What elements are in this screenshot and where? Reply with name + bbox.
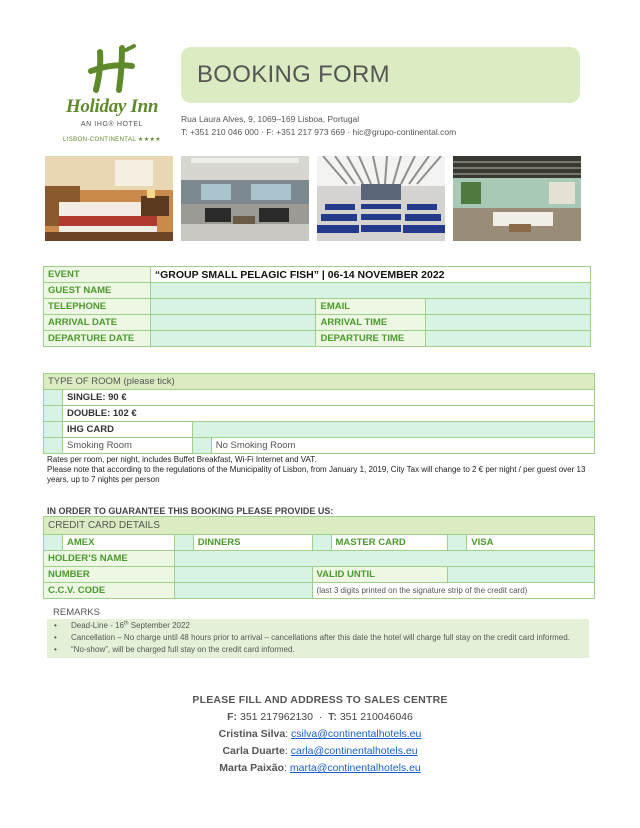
dinners-checkbox[interactable] xyxy=(174,535,193,551)
sales-centre-footer xyxy=(0,694,640,774)
amex-label: AMEX xyxy=(62,535,174,551)
hotel-photos xyxy=(45,156,581,241)
hotel-logo xyxy=(56,44,168,148)
photo-bedroom xyxy=(45,156,173,241)
visa-label: VISA xyxy=(467,535,595,551)
telephone-label: TELEPHONE xyxy=(44,299,151,315)
ccv-row xyxy=(44,583,595,599)
contact-carla: Carla Duarte: carla@continentalhotels.eu xyxy=(222,745,418,757)
ihg-card-field[interactable] xyxy=(192,422,594,438)
logo-name: Holiday Inn xyxy=(65,96,159,117)
email-link-cristina[interactable]: csilva@continentalhotels.eu xyxy=(291,728,422,740)
holiday-inn-h-icon xyxy=(86,44,138,94)
double-room-checkbox[interactable] xyxy=(44,406,63,422)
mastercard-checkbox[interactable] xyxy=(312,535,331,551)
hotel-address: Rua Laura Alves, 9, 1069–169 Lisboa, Portugal xyxy=(181,114,360,124)
no-smoking-room-checkbox[interactable] xyxy=(192,438,211,454)
credit-card-heading: CREDIT CARD DETAILS xyxy=(44,517,595,535)
guest-details-table xyxy=(43,266,591,347)
valid-until-label: VALID UNTIL xyxy=(312,567,448,583)
single-room-label: SINGLE: 90 € xyxy=(62,390,594,406)
dinners-label: DINNERS xyxy=(193,535,312,551)
card-number-label: NUMBER xyxy=(44,567,175,583)
holder-row xyxy=(44,551,595,567)
contact-marta: Marta Paixão: marta@continentalhotels.eu xyxy=(219,762,421,774)
arrival-time-label: ARRIVAL TIME xyxy=(316,315,426,331)
footer-heading: PLEASE FILL AND ADDRESS TO SALES CENTRE xyxy=(192,694,448,706)
hotel-address-block xyxy=(181,113,456,139)
holder-name-label: HOLDER’S NAME xyxy=(44,551,175,567)
holder-name-field[interactable] xyxy=(174,551,594,567)
departure-time-label: DEPARTURE TIME xyxy=(316,331,426,347)
smoking-room-label: Smoking Room xyxy=(62,438,192,454)
title-banner xyxy=(181,47,580,103)
room-type-heading: TYPE OF ROOM (please tick) xyxy=(44,374,595,390)
email-field[interactable] xyxy=(426,299,591,315)
ccv-note: (last 3 digits printed on the signature strip of the credit card) xyxy=(312,583,594,599)
arrival-date-field[interactable] xyxy=(150,315,316,331)
credit-card-table xyxy=(43,516,595,599)
remark-no-show: • “No-show”, will be charged full stay on the credit card informed. xyxy=(47,644,589,656)
smoking-row xyxy=(44,438,595,454)
hotel-contact: T: +351 210 046 000 · F: +351 217 973 669 · hic@grupo-continental.com xyxy=(181,127,457,137)
double-room-row xyxy=(44,406,595,422)
tel-number: 351 210046046 xyxy=(339,711,413,723)
telephone-row xyxy=(44,299,591,315)
guest-name-row xyxy=(44,283,591,299)
arrival-row xyxy=(44,315,591,331)
valid-until-field[interactable] xyxy=(448,567,595,583)
double-room-label: DOUBLE: 102 € xyxy=(62,406,594,422)
card-number-field[interactable] xyxy=(174,567,312,583)
photo-lobby xyxy=(181,156,309,241)
guarantee-heading: IN ORDER TO GUARANTEE THIS BOOKING PLEASE PROVIDE US: xyxy=(47,506,334,516)
mastercard-label: MASTER CARD xyxy=(331,535,448,551)
fax-number: 351 217962130 xyxy=(239,711,313,723)
rates-line-1: Rates per room, per night, includes Buffet Breakfast, Wi-Fi Internet and VAT. xyxy=(47,455,317,464)
email-link-marta[interactable]: marta@continentalhotels.eu xyxy=(289,762,421,774)
ccv-code-field[interactable] xyxy=(174,583,312,599)
ihg-card-row xyxy=(44,422,595,438)
event-row xyxy=(44,267,591,283)
footer-phone-line: F: 351 217962130 · T: 351 210046046 xyxy=(227,711,413,723)
room-type-table xyxy=(43,373,595,454)
ccv-code-label: C.C.V. CODE xyxy=(44,583,175,599)
departure-date-label: DEPARTURE DATE xyxy=(44,331,151,347)
page-title: BOOKING FORM xyxy=(197,61,390,88)
ihg-card-checkbox[interactable] xyxy=(44,422,63,438)
email-link-carla[interactable]: carla@continentalhotels.eu xyxy=(290,745,418,757)
single-room-checkbox[interactable] xyxy=(44,390,63,406)
photo-conference-room xyxy=(317,156,445,241)
email-label: EMAIL xyxy=(316,299,426,315)
event-label: EVENT xyxy=(44,267,151,283)
remarks-title: REMARKS xyxy=(53,607,100,618)
photo-lounge xyxy=(453,156,581,241)
logo-subtitle: AN IHG® HOTEL xyxy=(80,121,144,128)
rates-line-2: Please note that according to the regulations of the Municipality of Lisbon, from January 1, 2019, City Tax will change to 2 € per night / per guest over 13 years, up to 7 nights per person xyxy=(47,465,586,484)
number-row xyxy=(44,567,595,583)
departure-time-field[interactable] xyxy=(426,331,591,347)
remark-deadline: • Dead-Line - 16th September 2022 xyxy=(47,620,589,632)
remarks-list xyxy=(47,619,589,658)
no-smoking-room-label: No Smoking Room xyxy=(211,438,594,454)
arrival-date-label: ARRIVAL DATE xyxy=(44,315,151,331)
ihg-card-label: IHG CARD xyxy=(62,422,192,438)
smoking-room-checkbox[interactable] xyxy=(44,438,63,454)
departure-date-field[interactable] xyxy=(150,331,316,347)
telephone-field[interactable] xyxy=(150,299,316,315)
logo-location: LISBON-CONTINENTAL ★★★★ xyxy=(62,137,162,143)
rates-note xyxy=(47,455,597,485)
contact-cristina: Cristina Silva: csilva@continentalhotels.eu xyxy=(218,728,422,740)
amex-checkbox[interactable] xyxy=(44,535,63,551)
arrival-time-field[interactable] xyxy=(426,315,591,331)
card-type-row xyxy=(44,535,595,551)
departure-row xyxy=(44,331,591,347)
guest-name-field[interactable] xyxy=(150,283,590,299)
guest-name-label: GUEST NAME xyxy=(44,283,151,299)
event-value: “GROUP SMALL PELAGIC FISH” | 06-14 NOVEMBER 2022 xyxy=(150,267,590,283)
single-room-row xyxy=(44,390,595,406)
visa-checkbox[interactable] xyxy=(448,535,467,551)
remark-cancellation: • Cancellation – No charge until 48 hours prior to arrival – cancellations after this date the hotel will charge full stay on the credit card informed. xyxy=(47,632,589,644)
